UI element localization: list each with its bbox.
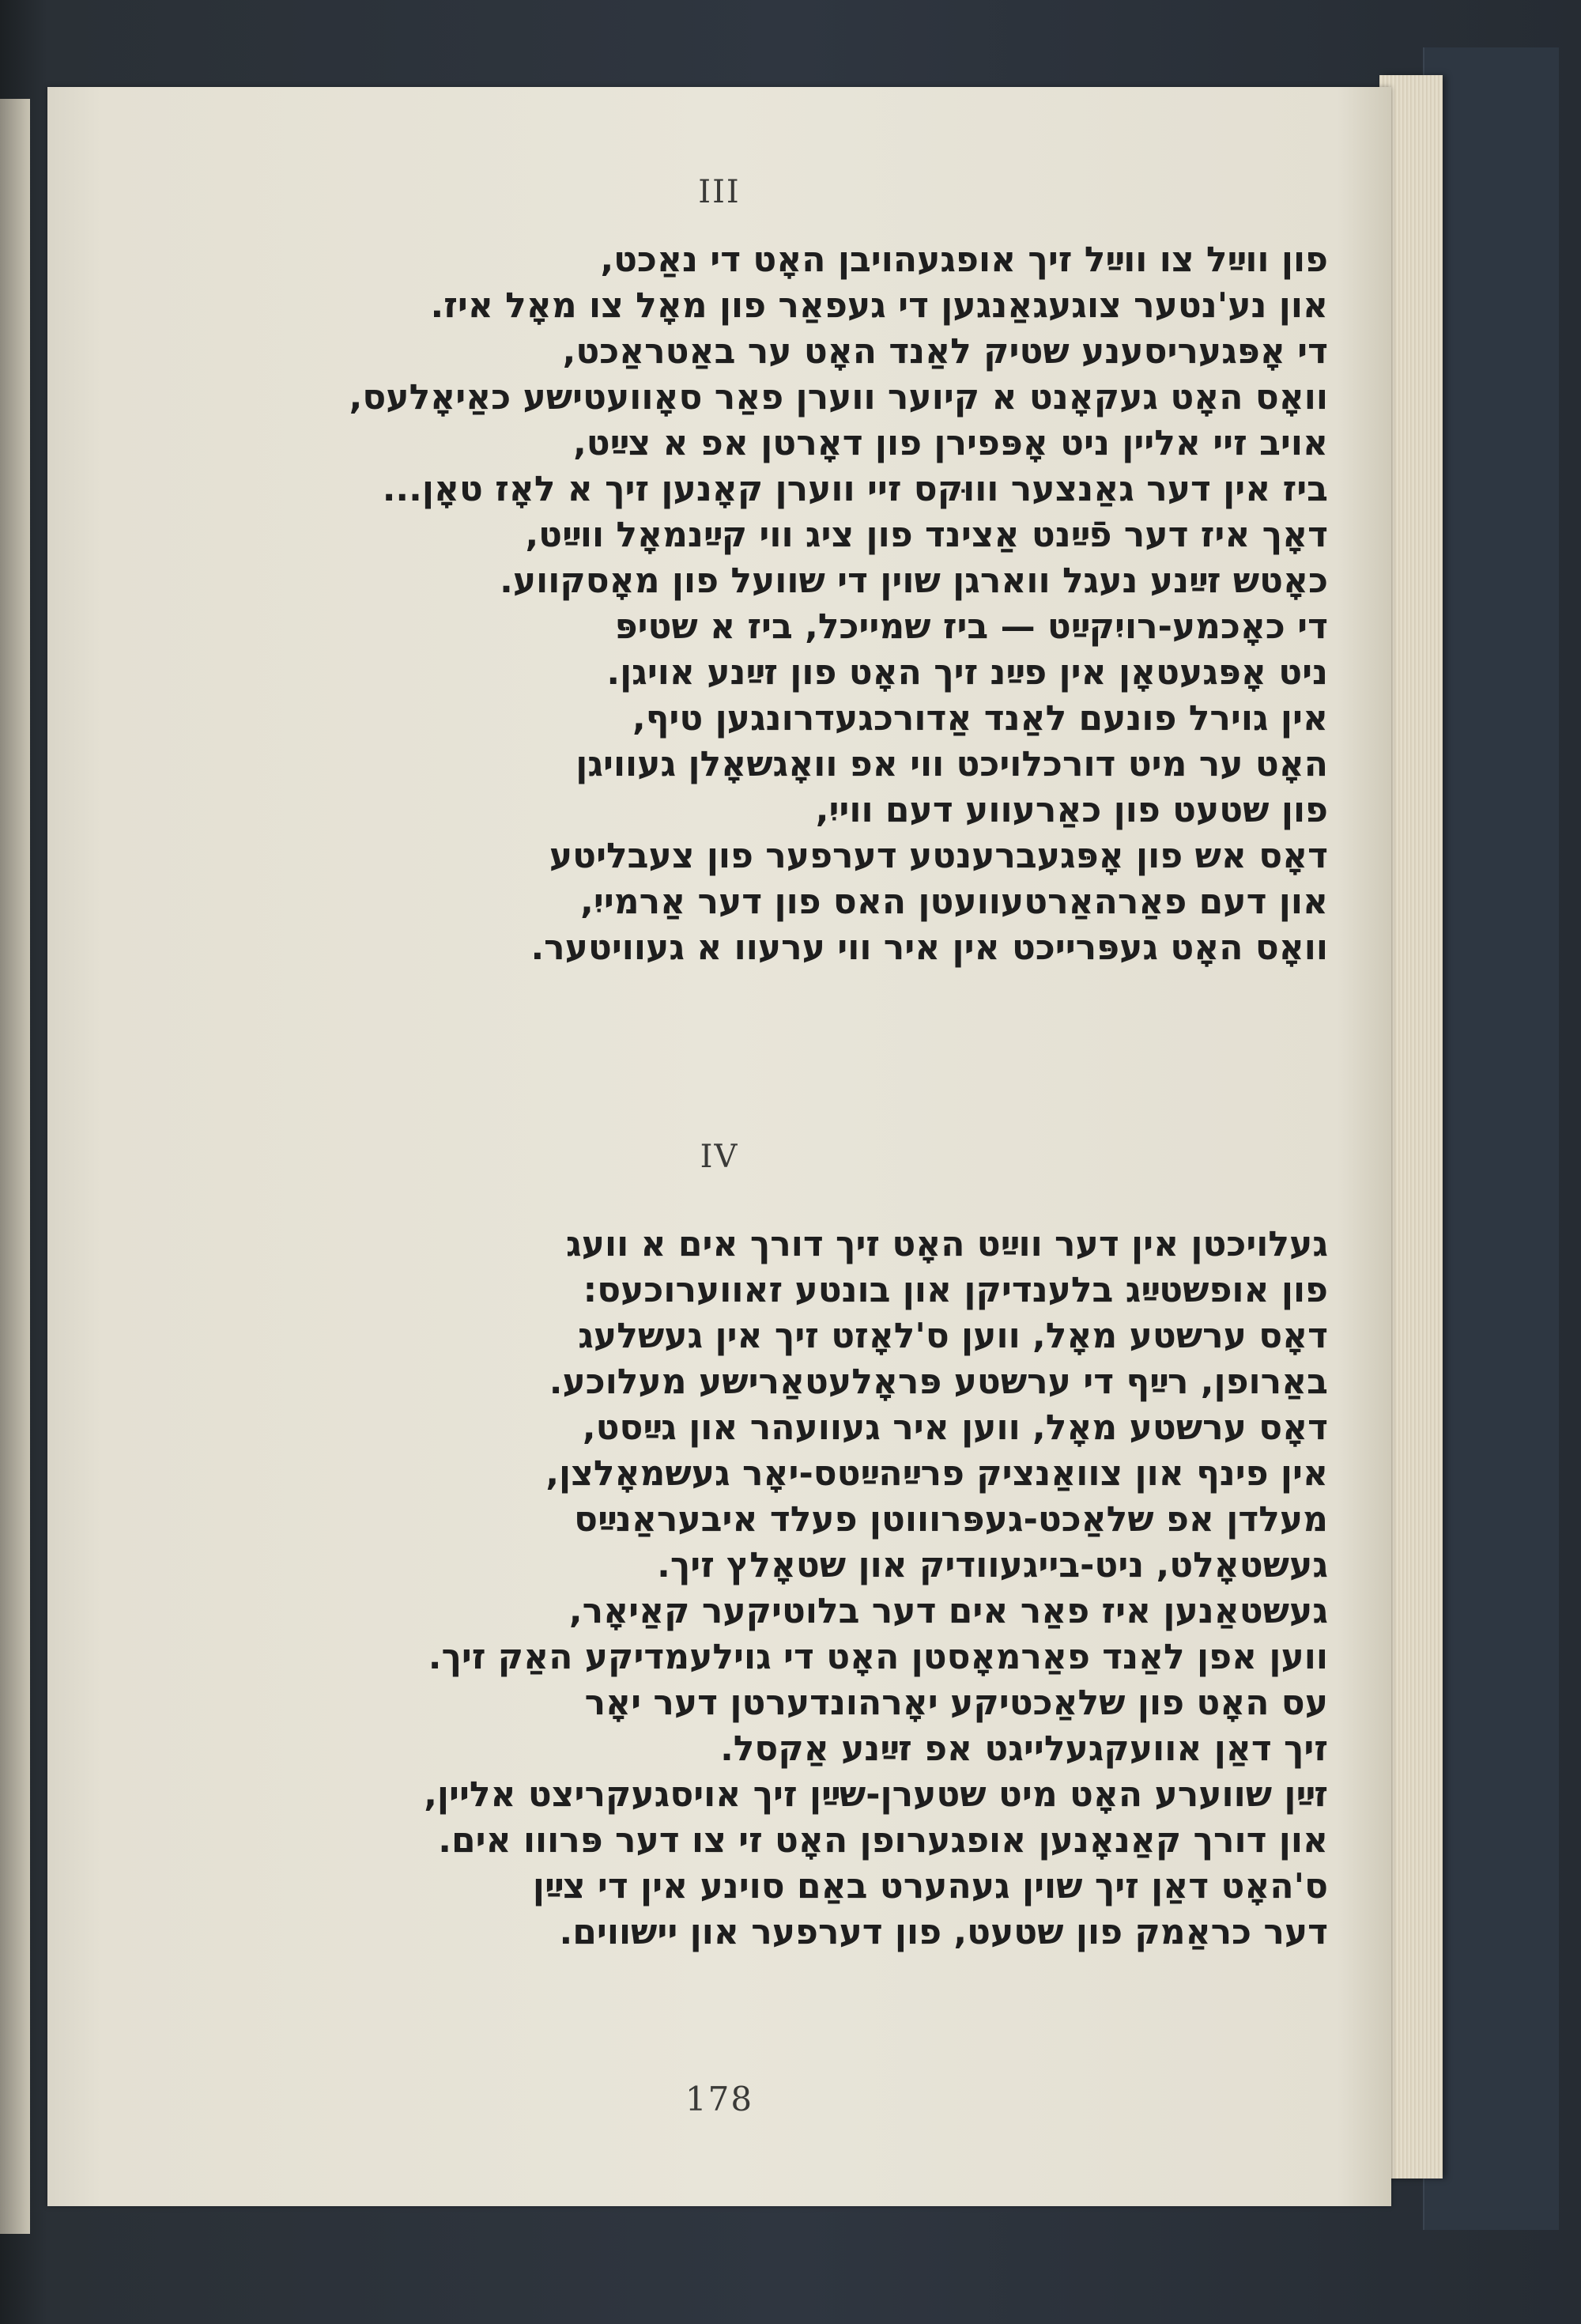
- verse-line: דאָס ערשטע מאָל, ווען ס'לאָזט זיך אין געשלעג: [578, 1316, 1328, 1356]
- verse-line: געלויכטן אין דער ווײַט האָט זיך דורך אים א וועג: [566, 1224, 1328, 1264]
- verse-line: פון אופשטײַג בלענדיקן און בונטע זאווערוכעס:: [583, 1270, 1328, 1310]
- book-back-cover: [1423, 47, 1559, 2230]
- verse-line: געשטאַנען איז פאַר אים דער בלוטיקער קאַיאָר,: [568, 1591, 1328, 1631]
- verse-line: אין גוירל פונעם לאַנד אַדורכגעדרונגען טיף,: [632, 698, 1328, 739]
- page-number: 178: [685, 2080, 754, 2118]
- verse-line: מעלדן אפ שלאַכט-געפּרוווטן פעלד איבעראַנײַס: [574, 1499, 1328, 1540]
- verse-line: באַרופן, רײַף די ערשטע פּראָלעטאַרישע מעלוכע.: [549, 1362, 1328, 1402]
- verse-line: כאָטש זײַנע נעגל ווארגן שוין די שוועל פון מאָסקווע.: [500, 561, 1328, 601]
- verse-line: וואָס האָט געקאָנט א קיוער ווערן פאַר סאָוועטישע כאַיאָלעס,: [349, 377, 1328, 418]
- section-heading-iii: III: [698, 174, 741, 210]
- verse-line: געשטאָלט, ניט-בייגעוודיק און שטאָלץ זיך.: [657, 1545, 1328, 1585]
- verse-line: זײַן שווערע האָט מיט שטערן-שײַן זיך אויסגעקריצט אליין,: [424, 1774, 1328, 1815]
- verse-line: אין פינף און צוואַנציק פרײַהײַטס-יאָר געשמאָלצן,: [545, 1453, 1328, 1494]
- verse-line: זיך דאַן אוועקגעלייגט אפ זײַנע אַקסל.: [720, 1729, 1328, 1769]
- verse-line: און נע'נטער צוגעגאַנגען די געפאַר פון מאָל צו מאָל איז.: [430, 285, 1328, 326]
- verse-line: און דורך קאַנאָנען אופגערופן האָט זי צו דער פּרווו אים.: [438, 1820, 1328, 1861]
- stanza-iv: [300, 1222, 1328, 1956]
- verse-line: וואָס האָט געפּרייכט אין איר ווי ערעוו א געוויטער.: [530, 928, 1328, 968]
- verse-line: פון שטעט פון כאַרעווע דעם ווייִ,: [815, 790, 1328, 830]
- verse-line: דאָך איז דער פֿײַנט אַצינד פון ציג ווי קײַנמאָל ווײַט,: [525, 515, 1328, 555]
- verse-line: ביז אין דער גאַנצער וווּקס זיי ווערן קאָנען זיך א לאָז טאָן...: [382, 469, 1328, 509]
- book-page: [47, 87, 1391, 2206]
- previous-page-edge: [0, 99, 30, 2234]
- section-heading-iv: IV: [700, 1139, 739, 1175]
- verse-line: דאָס ערשטע מאָל, ווען איר געוועהר און גײַסט,: [582, 1408, 1328, 1448]
- stanza-iii: [300, 237, 1328, 971]
- verse-line: האָט ער מיט דורכלויכט ווי אפ וואָגשאָלן געוויגן: [575, 744, 1328, 784]
- verse-line: ניט אָפּגעטאָן אין פײַנ זיך האָט פון זײַנע אויגן.: [606, 652, 1328, 693]
- verse-line: די כאָכמע-רויִקײַט — ביז שמייכל, ביז א שטיפּ: [614, 607, 1328, 647]
- verse-line: פון ווײַל צו ווײַל זיך אופגעהויבן האָט די נאַכט,: [600, 240, 1328, 280]
- verse-line: עס האָט פון שלאַכטיקע יאָרהונדערטן דער יאָר: [584, 1683, 1328, 1723]
- verse-line: ס'האָט דאַן זיך שוין געהערט באַם סוינע אין די צײַן: [532, 1866, 1328, 1906]
- verse-line: אויב זיי אליין ניט אָפּפירן פון דאָרטן אפ א צײַט,: [573, 423, 1328, 463]
- verse-line: דער כראַמק פון שטעט, פון דערפער און יישווים.: [559, 1912, 1328, 1952]
- verse-line: די אָפּגעריסענע שטיק לאַנד האָט ער באַטראַכט,: [562, 331, 1328, 372]
- verse-line: דאָס אש פון אָפּגעברענטע דערפער פון צעבליטע: [549, 836, 1328, 876]
- verse-line: ווען אפן לאַנד פאַרמאָסטן האָט די גוילעמדיקע האַק זיך.: [428, 1637, 1328, 1677]
- verse-line: און דעם פאַרהאַרטעוועטן האס פון דער אַרמייִ,: [580, 882, 1328, 922]
